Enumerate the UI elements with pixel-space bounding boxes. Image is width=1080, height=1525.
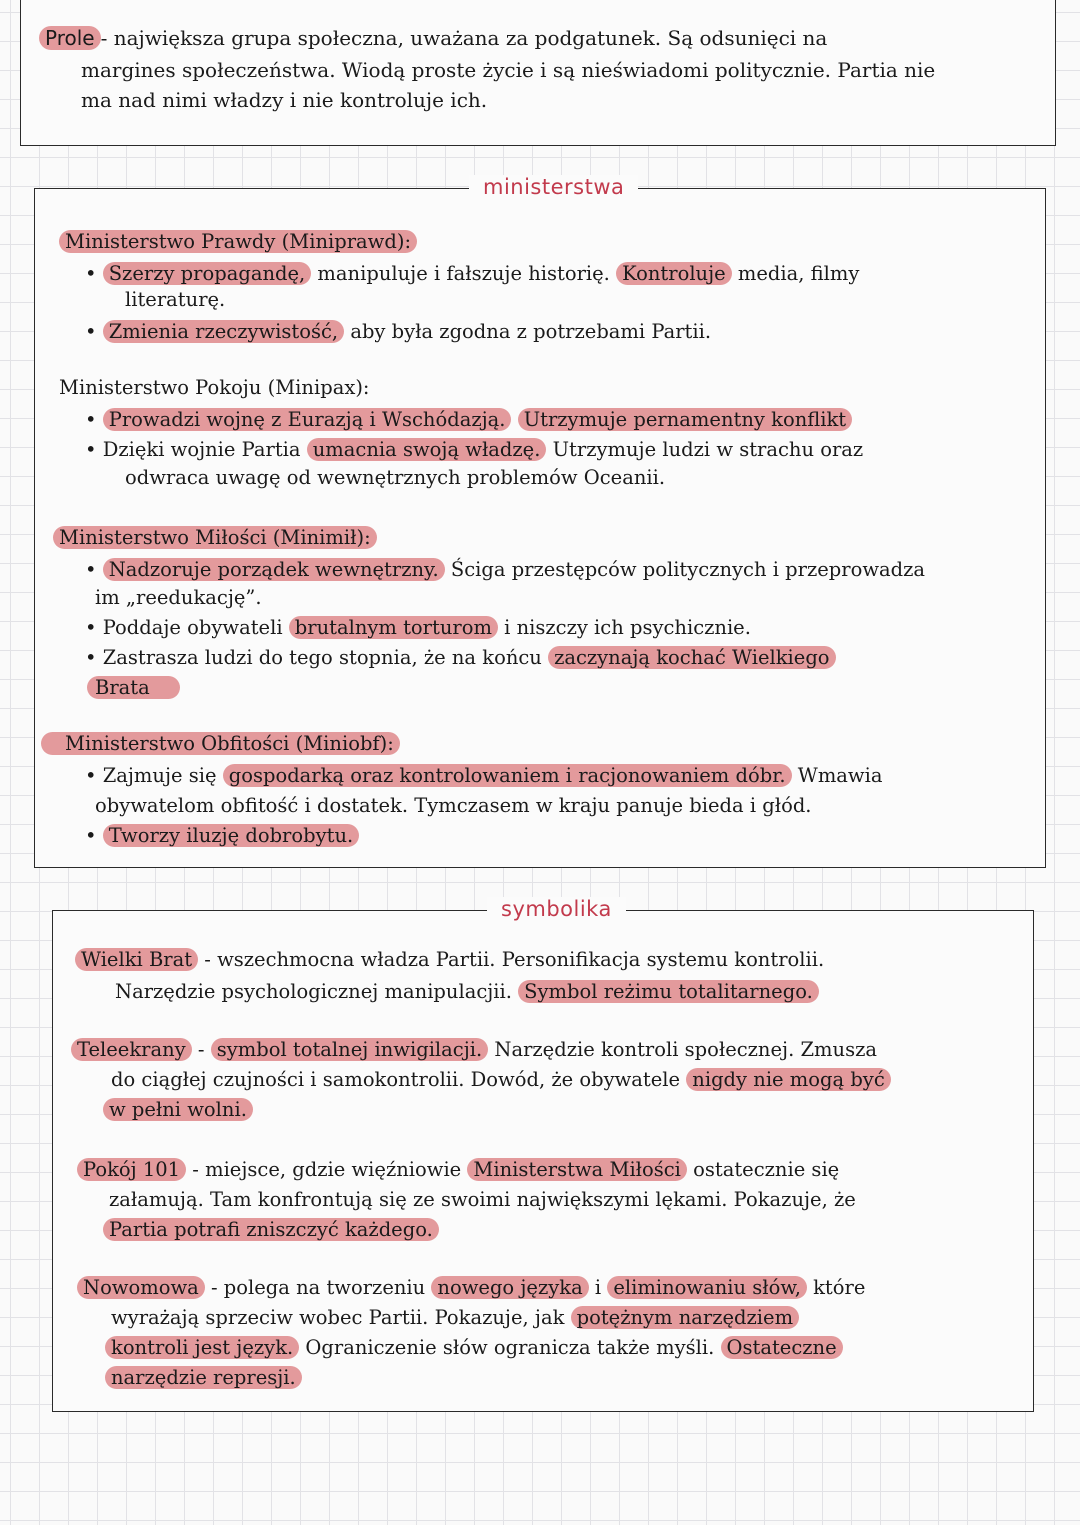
prawdy-bullet-2: • Zmienia rzeczywistość, aby była zgodna z potrzebami Partii. <box>85 320 712 343</box>
prawdy-heading: Ministerstwo Prawdy (Miniprawd): <box>59 229 417 255</box>
milosci-bullet-3-cont: Brata <box>87 675 180 701</box>
symbolika-title: symbolika <box>487 897 626 921</box>
teleekrany-hl3: w pełni wolni. <box>103 1098 253 1121</box>
prawdy-bullet-1-cont: literaturę. <box>125 288 226 311</box>
pokoju-bullet-2-cont: odwraca uwagę od wewnętrznych problemów Oceanii. <box>125 466 666 489</box>
prole-box <box>20 0 1056 146</box>
obfitosci-bullet-2: • Tworzy iluzję dobrobytu. <box>85 823 359 849</box>
symbolika-box <box>52 897 1034 1412</box>
nowomowa-hl2: eliminowaniu słów, <box>607 1276 807 1299</box>
milosci-bullet-1: • Nadzoruje porządek wewnętrzny. Ściga przestępców politycznych i przeprowadza <box>85 558 926 581</box>
nowomowa-line-4 <box>105 1365 302 1391</box>
milosci-bullet-1-cont: im „reedukację”. <box>95 586 262 609</box>
pokoj101-hl2: Partia potrafi zniszczyć każdego. <box>103 1218 439 1241</box>
milosci-bullet-2: • Poddaje obywateli brutalnym torturom i niszczy ich psychicznie. <box>85 616 751 639</box>
pokoju-bullet-1: • Prowadzi wojnę z Eurazją i Wschódazją. Utrzymuje pernamentny konflikt <box>85 407 852 433</box>
milosci-b1-hl: Nadzoruje porządek wewnętrzny. <box>103 558 445 581</box>
prole-line1-rest: - największa grupa społeczna, uważana za podgatunek. Są odsunięci na <box>100 26 828 50</box>
prole-line-2: margines społeczeństwa. Wiodą proste życie i są nieświadomi politycznie. Partia nie <box>81 58 936 82</box>
pokoj101-line-1: Pokój 101 - miejsce, gdzie więźniowie Ministerstwa Miłości ostatecznie się <box>77 1157 839 1183</box>
milosci-b3-hl: zaczynają kochać Wielkiego <box>548 646 835 669</box>
nowomowa-line-3: kontroli jest język. Ograniczenie słów ogranicza także myśli. Ostateczne <box>105 1335 843 1361</box>
pokoju-b2-hl: umacnia swoją władzę. <box>307 438 547 461</box>
nowomowa-hl4: kontroli jest język. <box>105 1336 299 1359</box>
prole-line-3: ma nad nimi władzy i nie kontroluje ich. <box>81 88 488 112</box>
nowomowa-term: Nowomowa <box>77 1276 205 1299</box>
milosci-bullet-3: • Zastrasza ludzi do tego stopnia, że na końcu zaczynają kochać Wielkiego <box>85 645 836 671</box>
teleekrany-hl2: nigdy nie mogą być <box>686 1068 890 1091</box>
obfitosci-bullet-1-cont: obywatelom obfitość i dostatek. Tymczasem w kraju panuje bieda i głód. <box>95 794 812 817</box>
pokoju-b1-hl: Prowadzi wojnę z Eurazją i Wschódazją. <box>103 408 512 431</box>
prawdy-b1-hl: Szerzy propagandę, <box>103 262 312 285</box>
ministerstwa-title: ministerstwa <box>469 175 638 199</box>
teleekrany-term: Teleekrany <box>71 1038 192 1061</box>
prole-line-1 <box>39 25 827 51</box>
wielki-brat-hl: Symbol reżimu totalitarnego. <box>518 980 819 1003</box>
milosci-b2-hl: brutalnym torturom <box>289 616 498 639</box>
obfitosci-heading: Ministerstwo Obfitości (Miniobf): <box>41 731 400 757</box>
teleekrany-line-1: Teleekrany - symbol totalnej inwigilacji. Narzędzie kontroli społecznej. Zmusza <box>71 1037 877 1063</box>
pokoj101-term: Pokój 101 <box>77 1158 186 1181</box>
nowomowa-hl: nowego języka <box>431 1276 588 1299</box>
milosci-heading: Ministerstwo Miłości (Minimił): <box>53 525 377 551</box>
wielki-brat-line-2: Narzędzie psychologicznej manipulacjii. Symbol reżimu totalitarnego. <box>115 979 819 1005</box>
obfitosci-bullet-1: • Zajmuje się gospodarką oraz kontrolowaniem i racjonowaniem dóbr. Wmawia <box>85 764 883 787</box>
pokoj101-line-3 <box>103 1217 439 1243</box>
teleekrany-line-2: do ciągłej czujności i samokontrolii. Dowód, że obywatele nigdy nie mogą być <box>111 1067 891 1093</box>
nowomowa-line-1: Nowomowa - polega na tworzeniu nowego języka i eliminowaniu słów, które <box>77 1275 865 1301</box>
nowomowa-hl5: Ostateczne <box>721 1336 843 1359</box>
prawdy-bullet-1: • Szerzy propagandę, manipuluje i fałszuje historię. Kontroluje media, filmy <box>85 262 860 285</box>
ministerstwa-box <box>34 175 1046 868</box>
prawdy-b1-hl2: Kontroluje <box>616 262 732 285</box>
nowomowa-line-2: wyrażają sprzeciw wobec Partii. Pokazuje, jak potężnym narzędziem <box>111 1305 799 1331</box>
obfitosci-b2-hl: Tworzy iluzję dobrobytu. <box>103 824 360 847</box>
obfitosci-b1-hl: gospodarką oraz kontrolowaniem i racjonowaniem dóbr. <box>223 764 792 787</box>
pokoj101-hl: Ministerstwa Miłości <box>467 1158 687 1181</box>
prawdy-b2-hl: Zmienia rzeczywistość, <box>103 320 344 343</box>
pokoju-bullet-2: • Dzięki wojnie Partia umacnia swoją władzę. Utrzymuje ludzi w strachu oraz <box>85 438 864 461</box>
wielki-brat-line-1: Wielki Brat - wszechmocna władza Partii. Personifikacja systemu kontrolii. <box>75 947 824 973</box>
teleekrany-line-3 <box>103 1097 253 1123</box>
pokoju-b1-hl2: Utrzymuje pernamentny konflikt <box>518 408 852 431</box>
pokoju-heading: Ministerstwo Pokoju (Minipax): <box>59 376 370 399</box>
nowomowa-hl6: narzędzie represji. <box>105 1366 302 1389</box>
wielki-brat-term: Wielki Brat <box>75 948 198 971</box>
nowomowa-hl3: potężnym narzędziem <box>571 1306 799 1329</box>
prole-term: Prole <box>39 26 101 50</box>
pokoj101-line-2: załamują. Tam konfrontują się ze swoimi największymi lękami. Pokazuje, że <box>109 1188 856 1211</box>
teleekrany-hl: symbol totalnej inwigilacji. <box>211 1038 489 1061</box>
